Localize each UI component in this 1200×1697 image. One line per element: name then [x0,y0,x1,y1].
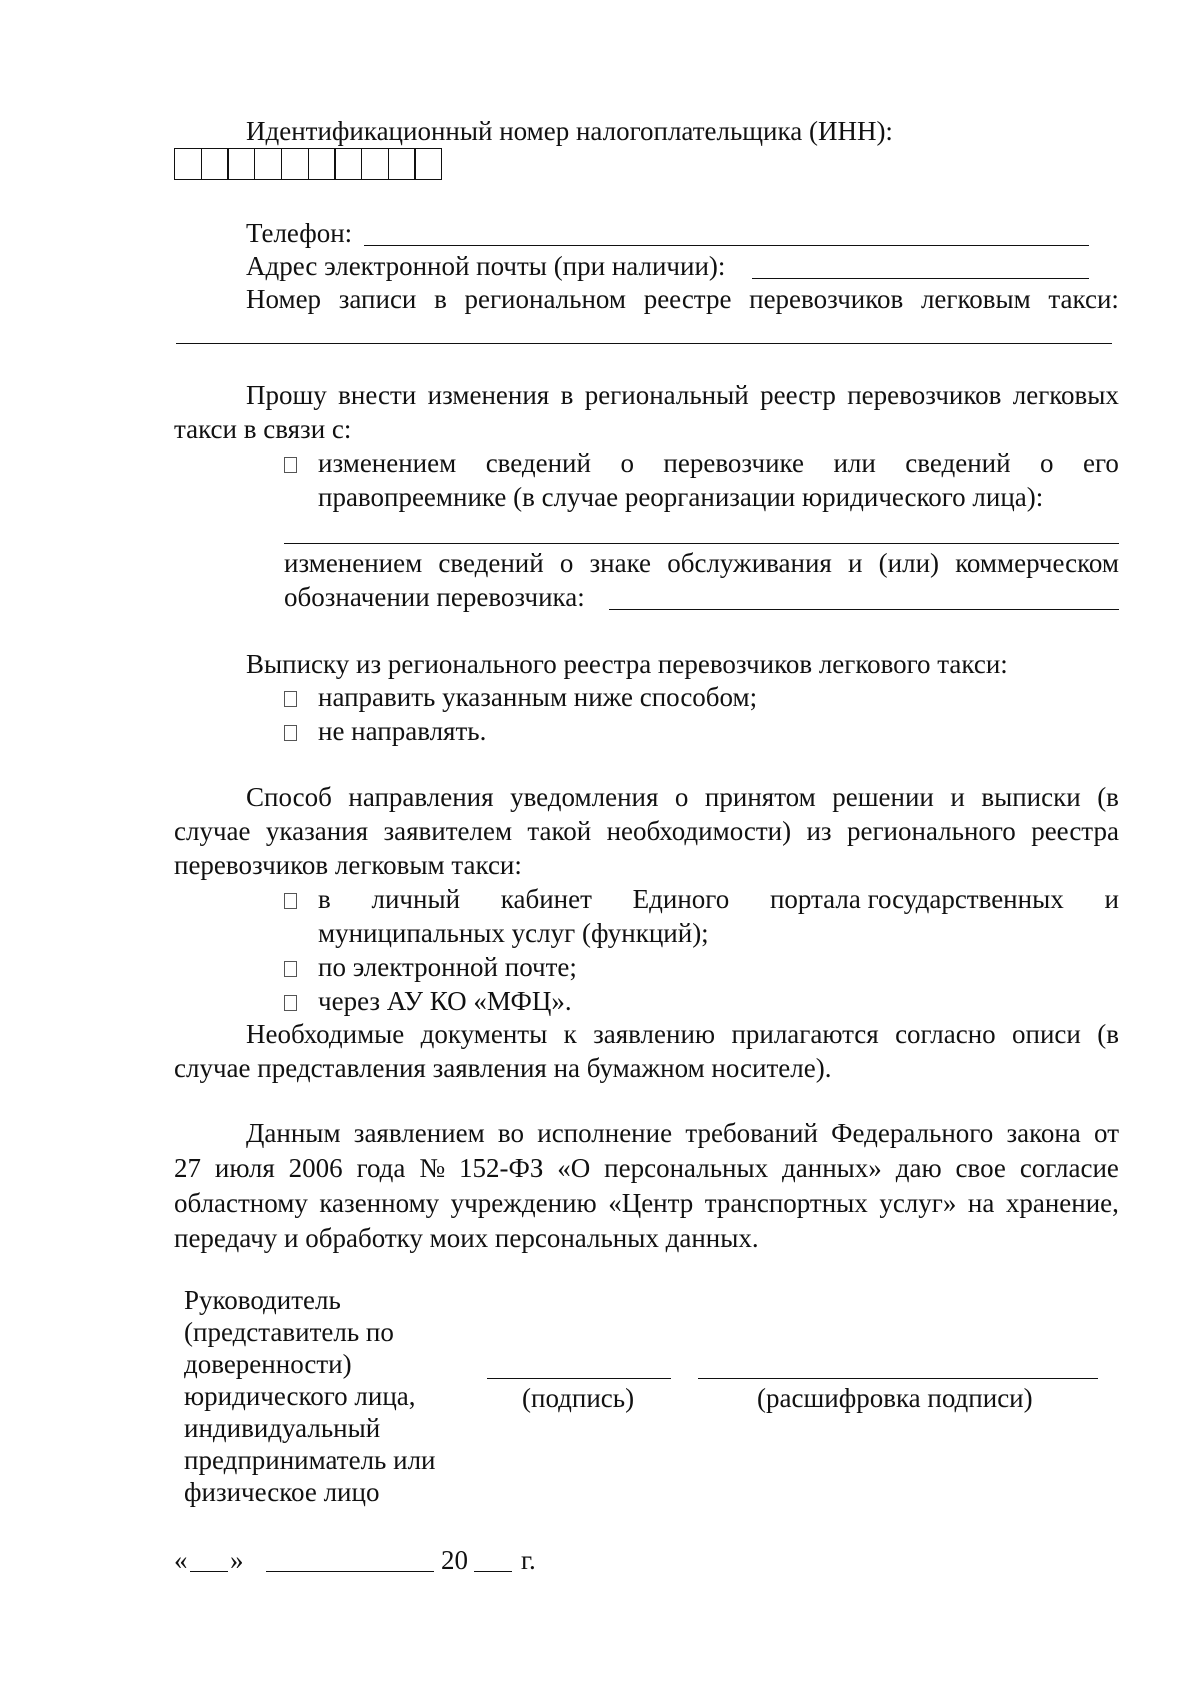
signature-decode-field[interactable] [698,1378,1098,1379]
email-field[interactable] [752,278,1089,279]
delivery-email-label: по электронной почте; [318,952,577,982]
consent-paragraph-line2: 27 июля 2006 года № 152-ФЗ «О персональных данных» даю свое согласие [174,1153,1119,1183]
extract-send-checkbox[interactable] [284,691,297,707]
inn-digit-cell[interactable] [334,148,362,180]
change-trademark-label-cont: обозначении перевозчика: [284,582,585,612]
documents-paragraph-cont: случае представления заявления на бумажном носителе). [174,1053,832,1083]
signatory-role-line: доверенности) [184,1349,352,1379]
inn-digit-cell[interactable] [414,148,442,180]
signatory-role-line: Руководитель [184,1285,341,1315]
delivery-portal-checkbox[interactable] [284,893,297,909]
phone-field[interactable] [364,245,1089,246]
inn-input-grid[interactable] [174,148,442,180]
delivery-mfc-label: через АУ КО «МФЦ». [318,986,572,1016]
consent-paragraph-line4: передачу и обработку моих персональных данных. [174,1223,759,1253]
extract-send-label: направить указанным ниже способом; [318,682,758,712]
delivery-paragraph-line3: перевозчиков легковым такси: [174,850,522,880]
email-label: Адрес электронной почты (при наличии): [246,251,726,281]
change-carrier-info-label-cont: правопреемнике (в случае реорганизации юридического лица): [318,482,1044,512]
change-carrier-info-field[interactable] [284,543,1119,544]
signatory-role-line: (представитель по [184,1317,394,1347]
signatory-role-line: индивидуальный [184,1413,381,1443]
delivery-paragraph: Способ направления уведомления о принятом решении и выписки (в [246,782,1119,812]
request-paragraph-cont: такси в связи с: [174,414,352,444]
registry-number-label: Номер записи в региональном реестре перевозчиков легковым такси: [246,284,1119,314]
extract-no-send-label: не направлять. [318,716,487,746]
change-carrier-info-label: изменением сведений о перевозчике или сведений о его [318,448,1119,478]
date-month-field[interactable] [266,1571,434,1572]
consent-paragraph-line3: областному казенному учреждению «Центр транспортных услуг» на хранение, [174,1188,1119,1218]
documents-paragraph: Необходимые документы к заявлению прилагаются согласно описи (в [246,1019,1119,1049]
inn-digit-cell[interactable] [281,148,309,180]
extract-label: Выписку из регионального реестра перевозчиков легкового такси: [246,649,1008,679]
change-carrier-info-checkbox[interactable] [284,457,297,473]
inn-digit-cell[interactable] [201,148,229,180]
signatory-role-line: физическое лицо [184,1477,380,1507]
signature-caption: (подпись) [522,1383,635,1413]
phone-label: Телефон: [246,218,353,248]
inn-digit-cell[interactable] [361,148,389,180]
date-year-prefix: 20 [441,1545,468,1575]
signatory-role-line: предприниматель или [184,1445,436,1475]
delivery-portal-label-cont: муниципальных услуг (функций); [318,918,709,948]
signatory-role-line: юридического лица, [184,1381,416,1411]
consent-paragraph: Данным заявлением во исполнение требований Федерального закона от [246,1118,1119,1148]
signatory-role [184,1284,436,1508]
change-trademark-field[interactable] [609,609,1119,610]
change-trademark-label: изменением сведений о знаке обслуживания и (или) коммерческом [284,548,1119,578]
inn-label: Идентификационный номер налогоплательщика (ИНН): [246,116,893,146]
inn-digit-cell[interactable] [388,148,416,180]
date-year-suffix: г. [521,1545,536,1575]
date-open-quote: « [174,1545,188,1575]
request-paragraph: Прошу внести изменения в региональный реестр перевозчиков легковых [246,380,1119,410]
inn-digit-cell[interactable] [174,148,202,180]
delivery-email-checkbox[interactable] [284,961,297,977]
inn-digit-cell[interactable] [254,148,282,180]
registry-number-field[interactable] [176,343,1112,344]
date-close-quote: » [230,1545,244,1575]
delivery-paragraph-line2: случае указания заявителем такой необходимости) из регионального реестра [174,816,1119,846]
delivery-portal-label: в личный кабинет Единого портала государственных и [318,884,1119,914]
extract-no-send-checkbox[interactable] [284,725,297,741]
signature-decode-caption: (расшифровка подписи) [757,1383,1033,1413]
signature-field[interactable] [487,1378,671,1379]
delivery-mfc-checkbox[interactable] [284,995,297,1011]
inn-digit-cell[interactable] [227,148,255,180]
date-day-field[interactable] [190,1571,228,1572]
date-year-field[interactable] [474,1571,512,1572]
inn-digit-cell[interactable] [308,148,336,180]
